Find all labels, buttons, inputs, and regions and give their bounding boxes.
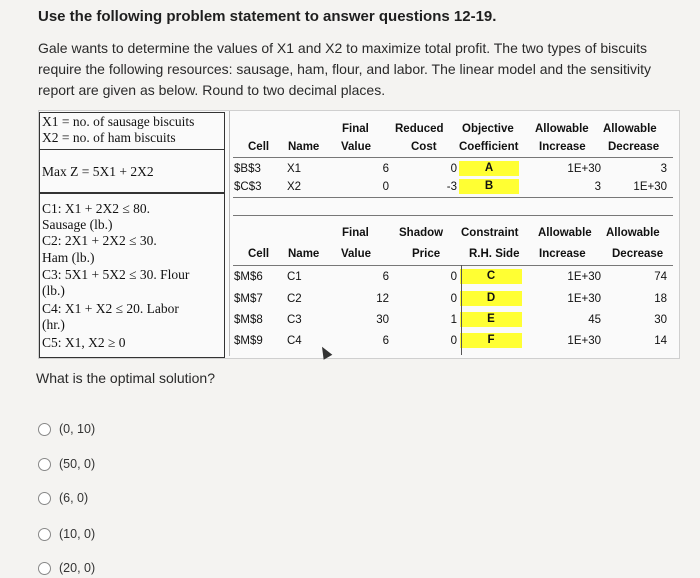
constraint-c2-label: Ham (lb.): [42, 250, 95, 265]
radio-icon[interactable]: [38, 562, 51, 575]
constraint-c4-label: (hr.): [42, 317, 65, 332]
con-row4-shadow: 0: [450, 335, 457, 347]
var-row2-final: 0: [382, 181, 389, 193]
radio-icon[interactable]: [38, 458, 51, 471]
option-1-label: (0, 10): [59, 422, 96, 436]
con-row2-increase: 1E+30: [567, 293, 601, 305]
question-text: What is the optimal solution?: [36, 370, 215, 386]
var-row1-increase: 1E+30: [567, 163, 601, 175]
con-row4-increase: 1E+30: [567, 335, 601, 347]
con-row4-final: 6: [382, 335, 389, 347]
con-row3-final: 30: [376, 314, 389, 326]
header-decrease-1: Allowable: [603, 123, 657, 135]
constraint-c3: C3: 5X1 + 5X2 ≤ 30. Flour: [42, 267, 190, 282]
con-row1-decrease: 74: [654, 271, 667, 283]
con-row1-cell: $M$6: [234, 271, 263, 283]
radio-icon[interactable]: [38, 528, 51, 541]
option-5-label: (20, 0): [59, 561, 96, 575]
var-row2-coef: B: [459, 179, 519, 194]
con-row1-name: C1: [287, 271, 302, 283]
objective-function: Max Z = 5X1 + 2X2: [42, 164, 154, 179]
con-row4-cell: $M$9: [234, 335, 263, 347]
c-header-increase-2: Increase: [539, 248, 586, 260]
c-header-rhs-2: R.H. Side: [469, 248, 520, 260]
header-cell: Cell: [248, 141, 270, 153]
con-row2-final: 12: [376, 293, 389, 305]
model-figure: [38, 110, 680, 359]
con-row1-rhs: C: [460, 269, 522, 284]
con-row3-increase: 45: [588, 314, 601, 326]
con-row3-cell: $M$8: [234, 314, 263, 326]
con-row2-decrease: 18: [654, 293, 667, 305]
header-decrease-2: Decrease: [608, 141, 660, 153]
definition-x1: X1 = no. of sausage biscuits: [42, 114, 195, 129]
radio-icon[interactable]: [38, 492, 51, 505]
var-row1-decrease: 3: [660, 163, 667, 175]
c-header-shadow-2: Price: [412, 248, 441, 260]
constraint-c4: C4: X1 + X2 ≤ 20. Labor: [42, 301, 179, 316]
con-row2-cell: $M$7: [234, 293, 263, 305]
option-2[interactable]: [38, 457, 95, 471]
var-row2-cell: $C$3: [234, 181, 262, 193]
option-1[interactable]: [38, 422, 95, 436]
c-header-increase-1: Allowable: [538, 227, 592, 239]
c-header-shadow-1: Shadow: [399, 227, 444, 239]
instructions-title: Use the following problem statement to answer questions 12-19.: [38, 8, 497, 25]
var-row2-name: X2: [287, 181, 302, 193]
var-row2-increase: 3: [594, 181, 601, 193]
header-objective-2: Coefficient: [459, 141, 519, 153]
con-row2-rhs: D: [460, 291, 522, 306]
con-row4-name: C4: [287, 335, 302, 347]
c-header-rhs-1: Constraint: [461, 227, 519, 239]
option-4[interactable]: [38, 527, 95, 541]
c-header-final-1: Final: [342, 227, 369, 239]
header-objective-1: Objective: [462, 123, 514, 135]
constraint-c3-label: (lb.): [42, 283, 65, 298]
var-row1-coef: A: [459, 161, 519, 176]
header-final-1: Final: [342, 123, 369, 135]
var-row1-name: X1: [287, 163, 302, 175]
option-2-label: (50, 0): [59, 457, 96, 471]
c-header-cell: Cell: [248, 248, 270, 260]
con-row4-rhs: F: [460, 333, 522, 348]
var-row1-reduced: 0: [450, 163, 457, 175]
constraints-table: [229, 211, 679, 356]
con-row3-decrease: 30: [654, 314, 667, 326]
var-row2-decrease: 1E+30: [633, 181, 667, 193]
option-3[interactable]: [38, 491, 88, 505]
var-row1-final: 6: [382, 163, 389, 175]
constraint-c5: C5: X1, X2 ≥ 0: [42, 335, 126, 350]
constraint-c2: C2: 2X1 + 2X2 ≤ 30.: [42, 233, 157, 248]
c-header-final-2: Value: [341, 248, 372, 260]
c-header-decrease-1: Allowable: [606, 227, 660, 239]
header-increase-2: Increase: [539, 141, 586, 153]
option-4-label: (10, 0): [59, 527, 96, 541]
option-3-label: (6, 0): [59, 491, 89, 505]
con-row3-rhs: E: [460, 312, 522, 327]
header-reduced-1: Reduced: [395, 123, 444, 135]
option-5[interactable]: [38, 561, 95, 575]
linear-model: [39, 111, 225, 356]
header-reduced-2: Cost: [411, 141, 437, 153]
problem-statement: Gale wants to determine the values of X1 and X2 to maximize total profit. The two types of biscuits require the following resources: sausage, ham, flour, and labor. The linear model and the sensitivity report are given as below. Round to two decimal places.: [38, 40, 651, 98]
con-row1-shadow: 0: [450, 271, 457, 283]
c-header-decrease-2: Decrease: [612, 248, 664, 260]
con-row1-increase: 1E+30: [567, 271, 601, 283]
header-name: Name: [288, 141, 320, 153]
con-row1-final: 6: [382, 271, 389, 283]
c-header-name: Name: [288, 248, 320, 260]
header-final-2: Value: [341, 141, 372, 153]
var-row2-reduced: -3: [446, 181, 457, 193]
constraint-c1: C1: X1 + 2X2 ≤ 80.: [42, 201, 151, 216]
radio-icon[interactable]: [38, 423, 51, 436]
definition-x2: X2 = no. of ham biscuits: [42, 130, 176, 145]
header-increase-1: Allowable: [535, 123, 589, 135]
var-row1-cell: $B$3: [234, 163, 261, 175]
con-row2-name: C2: [287, 293, 302, 305]
con-row4-decrease: 14: [654, 335, 667, 347]
con-row3-shadow: 1: [450, 314, 457, 326]
con-row3-name: C3: [287, 314, 302, 326]
con-row2-shadow: 0: [450, 293, 457, 305]
constraint-c1-label: Sausage (lb.): [42, 217, 113, 232]
variable-cells-table: [229, 111, 679, 211]
